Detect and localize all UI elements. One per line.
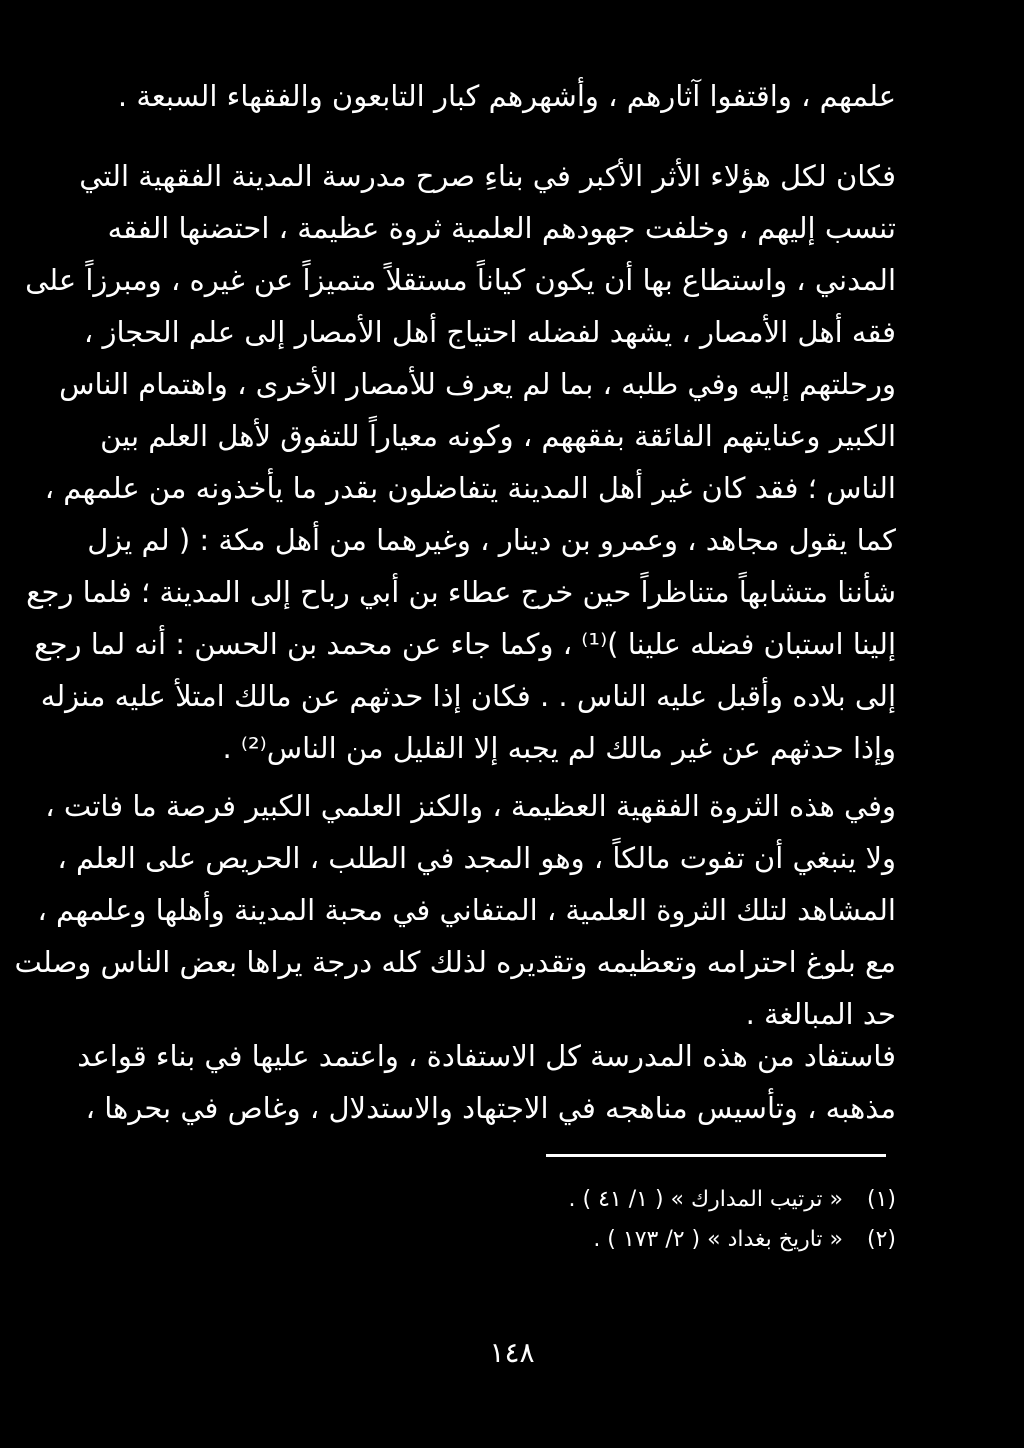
text-line: تنسب إليهم ، وخلفت جهودهم العلمية ثروة عظيمة ، احتضنها الفقه bbox=[107, 211, 896, 245]
text-line: فكان لكل هؤلاء الأثر الأكبر في بناءِ صرح مدرسة المدينة الفقهية التي bbox=[79, 159, 896, 193]
text-line: وفي هذه الثروة الفقهية العظيمة ، والكنز العلمي الكبير فرصة ما فاتت ، bbox=[45, 789, 896, 823]
text-line: وإذا حدثهم عن غير مالك لم يجبه إلا القليل من الناس⁽²⁾ . bbox=[222, 731, 896, 765]
paragraph-2 bbox=[14, 780, 896, 1040]
paragraph-3 bbox=[77, 1030, 896, 1134]
page-number: ١٤٨ bbox=[489, 1336, 535, 1369]
footnote-text: « ترتيب المدارك » ( ١/ ٤١ ) . bbox=[568, 1187, 843, 1212]
text-line: فاستفاد من هذه المدرسة كل الاستفادة ، واعتمد عليها في بناء قواعد bbox=[77, 1039, 896, 1073]
paragraph-1 bbox=[25, 150, 896, 774]
footnote-2 bbox=[540, 1220, 896, 1260]
text-line: المدني ، واستطاع بها أن يكون كياناً مستقلاً متميزاً عن غيره ، ومبرزاً على bbox=[25, 263, 896, 297]
text-line: علمهم ، واقتفوا آثارهم ، وأشهرهم كبار التابعون والفقهاء السبعة . bbox=[117, 79, 896, 113]
footnote-number: (١) bbox=[866, 1187, 896, 1212]
text-line: إلى بلاده وأقبل عليه الناس . . فكان إذا حدثهم عن مالك امتلأ عليه منزله bbox=[40, 679, 896, 713]
text-line: فقه أهل الأمصار ، يشهد لفضله احتياج أهل الأمصار إلى علم الحجاز ، bbox=[83, 315, 896, 349]
text-line: حد المبالغة . bbox=[745, 997, 896, 1031]
text-line: ولا ينبغي أن تفوت مالكاً ، وهو المجد في الطلب ، الحريص على العلم ، bbox=[57, 841, 896, 875]
footnotes bbox=[540, 1180, 896, 1260]
text-line: ورحلتهم إليه وفي طلبه ، بما لم يعرف للأمصار الأخرى ، واهتمام الناس bbox=[59, 367, 896, 401]
footnote-text: « تاريخ بغداد » ( ٢/ ١٧٣ ) . bbox=[593, 1227, 843, 1252]
text-line: المشاهد لتلك الثروة العلمية ، المتفاني في محبة المدينة وأهلها وعلمهم ، bbox=[37, 893, 896, 927]
text-line: إلينا استبان فضله علينا )⁽¹⁾ ، وكما جاء عن محمد بن الحسن : أنه لما رجع bbox=[34, 627, 896, 661]
footnote-divider bbox=[546, 1154, 886, 1157]
footnote-1 bbox=[540, 1180, 896, 1220]
text-line: الكبير وعنايتهم الفائقة بفقههم ، وكونه معياراً للتفوق لأهل العلم بين bbox=[100, 419, 896, 453]
paragraph-continuation bbox=[100, 70, 896, 122]
text-line: مع بلوغ احترامه وتعظيمه وتقديره لذلك كله درجة يراها بعض الناس وصلت bbox=[14, 945, 896, 979]
text-line: الناس ؛ فقد كان غير أهل المدينة يتفاضلون بقدر ما يأخذونه من علمهم ، bbox=[44, 471, 896, 505]
text-line: شأننا متشابهاً متناظراً حين خرج عطاء بن أبي رباح إلى المدينة ؛ فلما رجع bbox=[26, 575, 896, 609]
text-line: كما يقول مجاهد ، وعمرو بن دينار ، وغيرهما من أهل مكة : ( لم يزل bbox=[87, 523, 896, 557]
footnote-number: (٢) bbox=[866, 1227, 896, 1252]
text-line: مذهبه ، وتأسيس مناهجه في الاجتهاد والاستدلال ، وغاص في بحرها ، bbox=[85, 1091, 896, 1125]
